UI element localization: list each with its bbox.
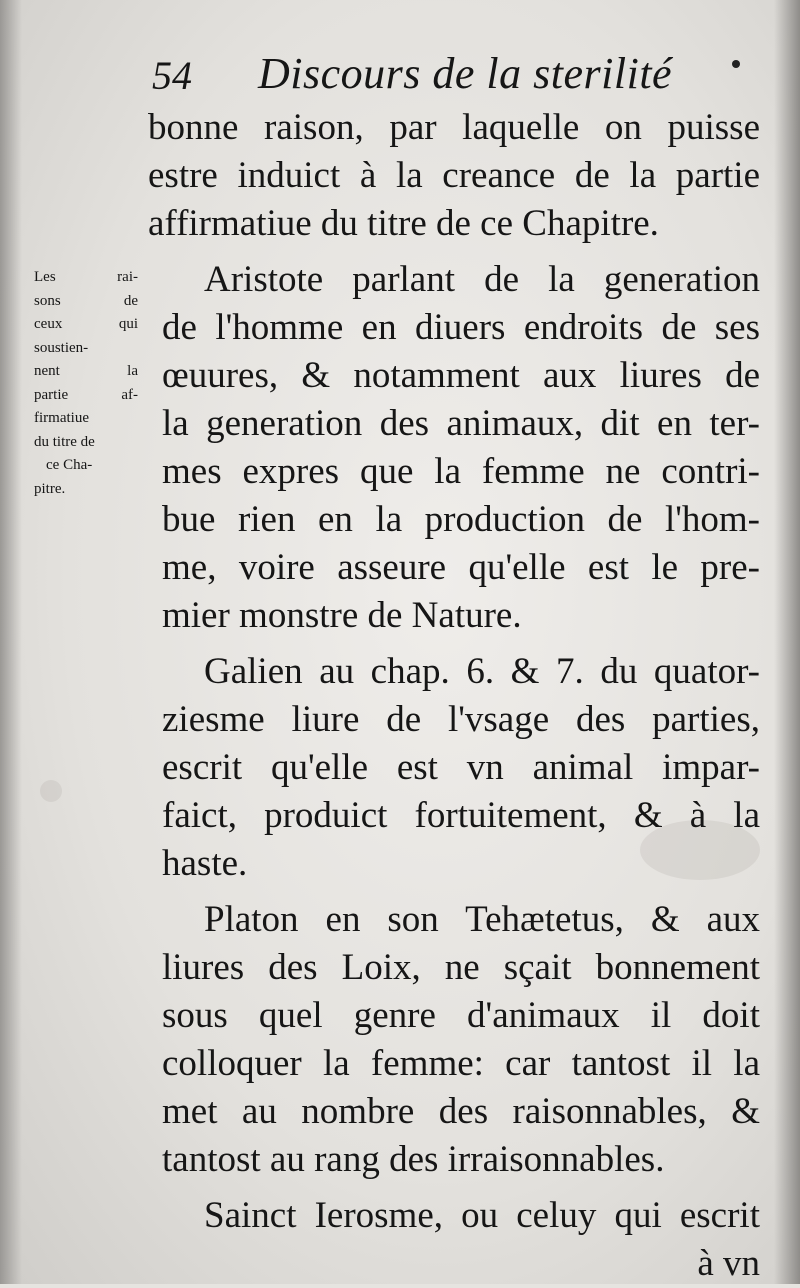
page-left-edge-shadow [0,0,22,1284]
margin-note-line: du titre de [34,433,95,450]
text-line: escrit qu'elle est vn animal impar- [162,747,760,788]
page-header [140,42,760,112]
text-line: de l'homme en diuers endroits de ses [162,307,760,348]
margin-note-line: pitre. [34,480,66,497]
main-text [148,104,760,1288]
paragraph-start-line: Aristote parlant de la generation [204,259,760,300]
paragraph-start-line: Galien au chap. 6. & 7. du quator- [204,651,760,692]
text-line: colloquer la femme: car tantost il la [162,1043,760,1084]
page-number: 54 [152,53,192,98]
running-title: Discours de la sterilité [258,49,673,98]
text-line: liures des Loix, ne sçait bonnement [162,947,760,988]
text-line: met au nombre des raisonnables, & [162,1091,760,1132]
text-line: ziesme liure de l'vsage des parties, [162,699,760,740]
margin-note [34,266,154,501]
margin-note-line: ceux qui [34,316,138,332]
margin-note-line: partie af- [34,386,138,403]
text-line: bue rien en la production de l'hom- [162,499,760,540]
text-line: estre induict à la creance de la partie [148,155,760,196]
page-right-edge-shadow [774,0,800,1284]
text-line: mier monstre de Nature. [162,595,522,636]
margin-note-line: nent la [34,363,138,379]
margin-note-line: sons de [34,292,138,309]
text-line: haste. [162,843,248,884]
catchword-line: à vn [697,1243,760,1284]
margin-note-line: ce Cha- [46,457,93,473]
header-ornament-dot [732,60,740,68]
text-line: faict, produict fortuitement, & à la [162,795,760,836]
text-line: bonne raison, par laquelle on puisse [148,107,760,148]
text-line: sous quel genre d'animaux il doit [162,995,760,1036]
paper-stain [40,780,62,802]
text-line: me, voire asseure qu'elle est le pre- [162,547,760,588]
margin-note-line: Les rai- [34,269,138,285]
margin-note-line: firmatiue [34,410,89,426]
paragraph-start-line: Sainct Ierosme, ou celuy qui escrit [204,1195,760,1236]
text-line: affirmatiue du titre de ce Chapitre. [148,203,659,244]
text-line: la generation des animaux, dit en ter- [162,403,760,444]
text-line: tantost au rang des irraisonnables. [162,1139,665,1180]
paragraph-start-line: Platon en son Tehætetus, & aux [204,899,760,940]
text-line: mes expres que la femme ne contri- [162,451,760,492]
margin-note-line: soustien- [34,339,89,356]
text-line: œuures, & notamment aux liures de [162,355,760,396]
